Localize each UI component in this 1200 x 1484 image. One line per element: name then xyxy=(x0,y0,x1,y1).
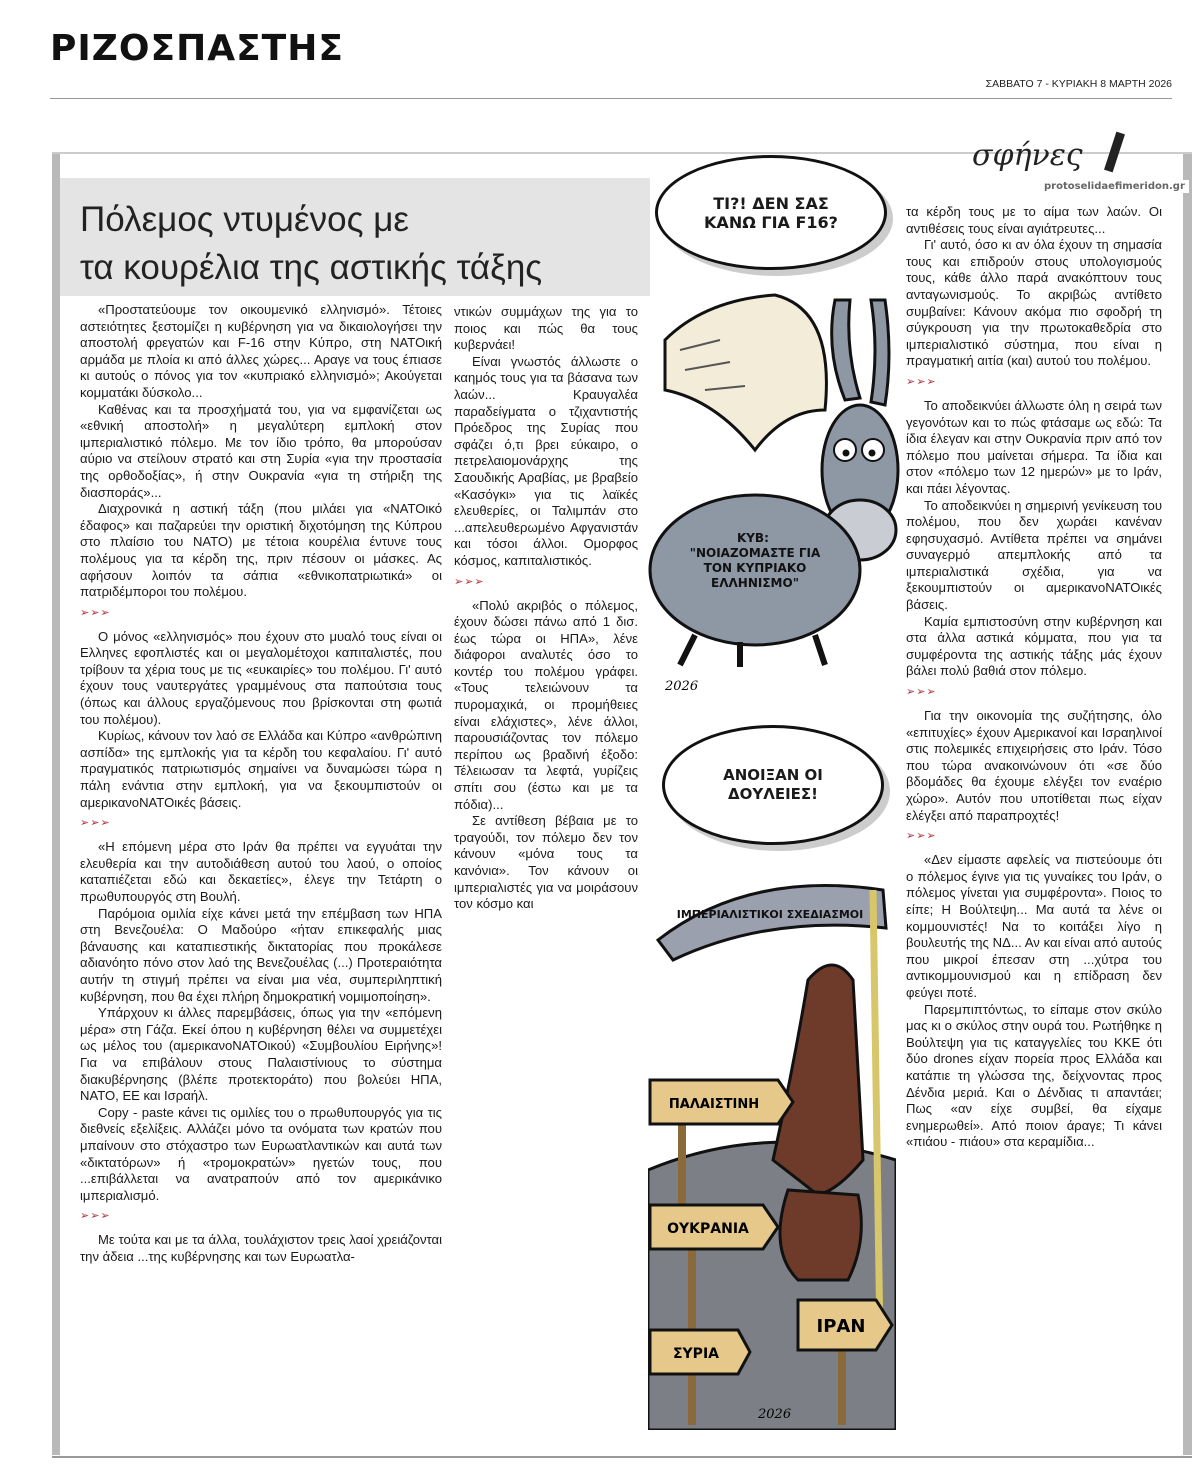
bottom-frame-line xyxy=(52,1456,1192,1458)
paragraph: «Πολύ ακριβός ο πόλεμος, έχουν δώσει πάνω από 1 δισ. έως τώρα οι ΗΠΑ», λένε διάφοροι αναλυτές όσο το κοντέρ του πολέμου γράφει. «Τους τελειώνουν τα πυρομαχικά, οι προμήθειες είναι ελάχιστες», λένε άλλοι, παρουσιάζοντας τον πόλεμο περίπου ως βραδινή έξοδο: Τέλειωσαν τα λεφτά, γυρίζεις σπίτι σου (έστω και με τα πόδια)... xyxy=(454,597,638,812)
paragraph: Παρεμπιπτόντως, το είπαμε στον σκύλο μας κι ο σκύλος στην ουρά του. Ρωτήθηκε η Βούλτεψη για τις καταγγελίες του ΚΚΕ ότι δύο drones είχαν πορεία προς Ελλάδα και κατάπιε τη γλώσσα της, δείχνοντας προς Δένδια μεριά. Και ο Δένδιας τι απαντάει; Πως «αν είχε συμβεί, θα είχαμε ενημερωθεί». Από ποιον άραγε; Τι κάνει «πιάου - πιάου» στα κεραμίδια... xyxy=(906,1001,1162,1150)
newspaper-logo: ΡΙΖΟΣΠΑΣΤΗΣ xyxy=(50,28,344,69)
paragraph: Σε αντίθεση βέβαια με το τραγούδι, τον πόλεμο δεν τον κάνουν «μόνα τους τα κανόνια». Τον κάνουν οι ιμπεριαλιστές για να μοιράσουν τον κόσμο και xyxy=(454,813,638,912)
sign-ukraine: ΟΥΚΡΑΝΙΑ xyxy=(667,1221,749,1237)
paragraph: Για την οικονομία της συζήτησης, όλο «επιτυχίες» έχουν Αμερικανοί και Ισραηλινοί στις πολεμικές επιχειρήσεις στο Ιράν. Τόσο που τώρα ανακοινώνουν ότι «σε δύο βδομάδες θα έχουμε ελέγξει τον εναέριο χώρο». Αυτόν που υποτίθεται πως είχαν ελέγξει από παραπροχτές! xyxy=(906,708,1162,823)
sign-iran: ΙΡΑΝ xyxy=(816,1316,866,1337)
section-separator: ➢➢➢ xyxy=(80,817,111,830)
column-1 xyxy=(80,302,442,1265)
section-separator: ➢➢➢ xyxy=(906,686,937,699)
section-separator: ➢➢➢ xyxy=(80,606,111,619)
watermark: protoselidaefimeridon.gr xyxy=(1040,180,1189,193)
column-2 xyxy=(454,304,638,913)
paragraph: «Προστατεύουμε τον οικουμενικό ελληνισμό». Τέτοιες αστειότητες ξεστομίζει η κυβέρνηση για να δικαιολογήσει την αποστολή φρεγατών και F-16 στην Κύπρο, στη ΝΑΤΟική αρμάδα με πλοία κι από άλλες χώρες... Αραγε να τους έπιασε κι αυτούς ο πόνος για τον «κυπριακό ελληνισμό»; Ακούγεται κομματάκι δύσκολο... xyxy=(80,302,442,400)
signature: 2026 xyxy=(758,1407,792,1422)
cartoon-donkey xyxy=(645,280,900,700)
left-frame-bar xyxy=(52,152,60,1455)
paragraph: Διαχρονικά η αστική τάξη (που μιλάει για «ΝΑΤΟικό έδαφος» και παζαρεύει την οριστική διχοτόμηση της Κύπρου στο πλαίσιο του ΝΑΤΟ) με τέτοια κουρέλια έντυνε τους πολέμους για τα κέρδη της, πριν πέσουν οι μάσκες. Ας αφήσουν λοιπόν τα σάπια «εθνικοπατριωτικά» οι πατριδέμποροι του πολέμου. xyxy=(80,501,442,600)
speech-bubble-donkey: ΤΙ?! ΔΕΝ ΣΑΣ ΚΑΝΩ ΓΙΑ F16? xyxy=(655,155,887,270)
paragraph: Copy - paste κάνει τις ομιλίες του ο πρωθυπουργός για τις διεθνείς εξελίξεις. Αλλάζει μόνο τα ονόματα των κρατών που μπαίνουν στο στόχαστρο των Ευρωατλαντικών και αυτά των «δικτατόρων» ή «τρομοκρατών» ηγετών τους, που ...επιβάλλεται να ανατραπούν από τον αμερικάνικο ιμπεριαλισμό. xyxy=(80,1104,442,1203)
body-text-line: "ΝΟΙΑΖΟΜΑΣΤΕ ΓΙΑ xyxy=(689,546,821,560)
body-text: ΚΥΒ: xyxy=(736,531,769,545)
title-line: τα κουρέλια της αστικής τάξης xyxy=(80,248,543,287)
paragraph: Το αποδεικνύει η σημερινή γενίκευση του πολέμου, που δεν χωράει κανέναν εφησυχασμό. Αντίθετα πρέπει να σημάνει συναγερμό απεμπλοκής από τα ιμπεριαλιστικά σχέδια, για να ξεκουμπιστούν οι αμερικανοΝΑΤΟικές βάσεις. xyxy=(906,497,1162,613)
article-title xyxy=(80,196,542,292)
paragraph: Καθένας και τα προσχήματά του, για να εμφανίζεται ως «εθνική αποστολή» η μεγαλύτερη εμπλοκή στον ιμπεριαλιστικό πόλεμο. Με τον ίδιο τρόπο, θα μπορούσαν αύριο να στείλουν στρατό και στη Συρία «για την προστασία της ορθοδοξίας», ή στην Ουκρανία «για τη στήριξη της διασποράς»... xyxy=(80,401,442,500)
section-separator: ➢➢➢ xyxy=(906,375,937,388)
body-text-line: ΤΟΝ ΚΥΠΡΙΑΚΟ xyxy=(703,561,807,575)
body-text-line: ΕΛΛΗΝΙΣΜΟ" xyxy=(711,576,799,590)
header-divider xyxy=(50,98,1172,99)
donkey-illustration xyxy=(645,280,900,700)
title-line: Πόλεμος ντυμένος με xyxy=(80,200,409,239)
speech-bubble-reaper: ΑΝΟΙΞΑΝ ΟΙ ΔΟΥΛΕΙΕΣ! xyxy=(662,725,884,845)
paragraph: «Δεν είμαστε αφελείς να πιστεύουμε ότι ο πόλεμος έγινε για τις γυναίκες του Ιράν, ο πόλεμος γίνεται για συμφέροντα». Ποιος το είπε; Η Βούλτεψη... Μα αυτά τα λένε οι κομμουνιστές! Να το κοιτάξει λίγο η βουλευτής της ΝΔ... Αν και είναι από αυτούς που μικροί έπεσαν στη ...χύτρα του αντικομμουνισμού και η επίδραση δεν φεύγει ποτέ. xyxy=(906,852,1162,1000)
paragraph: Με τούτα και με τα άλλα, τουλάχιστον τρεις λαοί χρειάζονται την άδεια ...της κυβέρνησης και των Ευρωατλα- xyxy=(80,1232,442,1264)
column-3 xyxy=(906,204,1162,1151)
sign-palestine: ΠΑΛΑΙΣΤΙΝΗ xyxy=(668,1097,760,1112)
sign-syria: ΣΥΡΙΑ xyxy=(672,1346,720,1362)
paragraph: Ο μόνος «ελληνισμός» που έχουν στο μυαλό τους είναι οι Ελληνες εφοπλιστές και οι μεγαλομέτοχοι καπιταλιστές, που τρίβουν τα χέρια τους με τις «ευκαιρίες» του πολέμου. Γι' αυτό έχουν τους ναυτεργάτες γραμμένους στα παπούτσια τους (όπως και άλλους εργαζόμενους που βρίσκονται στη φωτιά του πολέμου). xyxy=(80,628,442,727)
paragraph: τα κέρδη τους με το αίμα των λαών. Οι αντιθέσεις τους είναι αγιάτρευτες... xyxy=(906,204,1162,236)
section-separator: ➢➢➢ xyxy=(80,1210,111,1223)
paragraph: Το αποδεικνύει άλλωστε όλη η σειρά των γεγονότων και το πώς φτάσαμε ως εδώ: Τα ίδια έλεγαν και στην Ουκρανία πριν από τον πόλεμο που μαίνεται σήμερα. Τα ίδια και στον «πόλεμο των 12 ημερών» με το Ιράν, και πάει λέγοντας. xyxy=(906,397,1162,496)
reaper-illustration xyxy=(648,870,896,1430)
section-separator: ➢➢➢ xyxy=(454,575,485,588)
right-frame-bar xyxy=(1183,152,1192,1455)
paragraph: Είναι γνωστός άλλωστε ο καημός τους για τα βάσανα των λαών... Κραυγαλέα παραδείγματα ο τζιχαντιστής Πρόεδρος της Συρίας που σφάζει ό,τι βρει εύκαιρο, ο πετρελαιομονάρχης της Σαουδικής Αραβίας, με βραβείο «Κασόγκι» για τις λαϊκές ελευθερίες, οι Ταλιμπάν στο ...απελευθερωμένο Αφγανιστάν και τόσοι άλλοι. Ομορφος κόσμος, καπιταλιστικός. xyxy=(454,353,638,568)
paragraph: «Η επόμενη μέρα στο Ιράν θα πρέπει να εγγυάται την ελευθερία και την αυτοδιάθεση αυτού του λαού, ο οποίος καταπιέζεται εδώ και δεκαετίες», έλεγε την Τετάρτη ο πρωθυπουργός στη Βουλή. xyxy=(80,839,442,904)
paragraph: Κυρίως, κάνουν τον λαό σε Ελλάδα και Κύπρο «ανθρώπινη ασπίδα» της εμπλοκής για τα κέρδη του κεφαλαίου. Γι' αυτό πραγματικός πατριωτισμός σημαίνει να δυναμώσει τώρα η πάλη ενάντια στην εμπλοκή, για να ξεκουμπιστούν οι αμερικανοΝΑΤΟικές βάσεις. xyxy=(80,728,442,810)
section-separator: ➢➢➢ xyxy=(906,830,937,843)
signature: 2026 xyxy=(665,679,699,694)
paragraph: Υπάρχουν κι άλλες παρεμβάσεις, όπως για την «επόμενη μέρα» στη Γάζα. Εκεί όπου η κυβέρνηση θέλει να συμμετέχει ως μέλος του (αμερικανοΝΑΤΟικού) «Συμβουλίου Ειρήνης»! Για να επιβάλουν στους Παλαιστίνιους το σύστημα διακυβέρνησης (βλέπε προτεκτοράτο) που βολεύει ΗΠΑ, ΝΑΤΟ, ΕΕ και Ισραήλ. xyxy=(80,1005,442,1104)
section-label: σφήνες xyxy=(972,138,1083,173)
scythe-text: ΙΜΠΕΡΙΑΛΙΣΤΙΚΟΙ ΣΧΕΔΙΑΣΜΟΙ xyxy=(676,908,864,921)
issue-date: ΣΑΒΒΑΤΟ 7 - ΚΥΡΙΑΚΗ 8 ΜΑΡΤΗ 2026 xyxy=(985,78,1172,90)
cartoon-reaper xyxy=(648,870,896,1430)
paragraph: Γι' αυτό, όσο κι αν όλα έχουν τη σημασία τους και επιδρούν στους υπολογισμούς τους, κάθε άλλο παρά ανακόπτουν τους ανταγωνισμούς. Το ακριβώς αντίθετο συμβαίνει: Κάνουν ακόμα πιο σφοδρή τη σύγκρουση για την πρωτοκαθεδρία στο ιμπεριαλιστικό σύστημα, που είναι η πραγματική αιτία (και) αυτού του πολέμου. xyxy=(906,237,1162,369)
paragraph: ντικών συμμάχων της για το ποιος και πώς θα τους κυβερνάει! xyxy=(454,304,638,353)
paragraph: Καμία εμπιστοσύνη στην κυβέρνηση και στα άλλα αστικά κόμματα, που για τα συμφέροντα της αστικής τάξης μάς έχουν βάλει πολύ βαθιά στον πόλεμο. xyxy=(906,613,1162,679)
paragraph: Παρόμοια ομιλία είχε κάνει μετά την επέμβαση των ΗΠΑ στη Βενεζουέλα: Ο Μαδούρο «ήταν επικεφαλής μιας βάναυσης και καταπιεστικής δικτατορίας που προκάλεσε αδιανόητο πόνο στον λαό της Βενεζουέλας (...) Προτεραιότητα αυτήν τη στιγμή πρέπει να είναι μια νέα, συμπεριληπτική κυβέρνηση, που θα έχει πλήρη δημοκρατική νομιμοποίηση». xyxy=(80,905,442,1004)
